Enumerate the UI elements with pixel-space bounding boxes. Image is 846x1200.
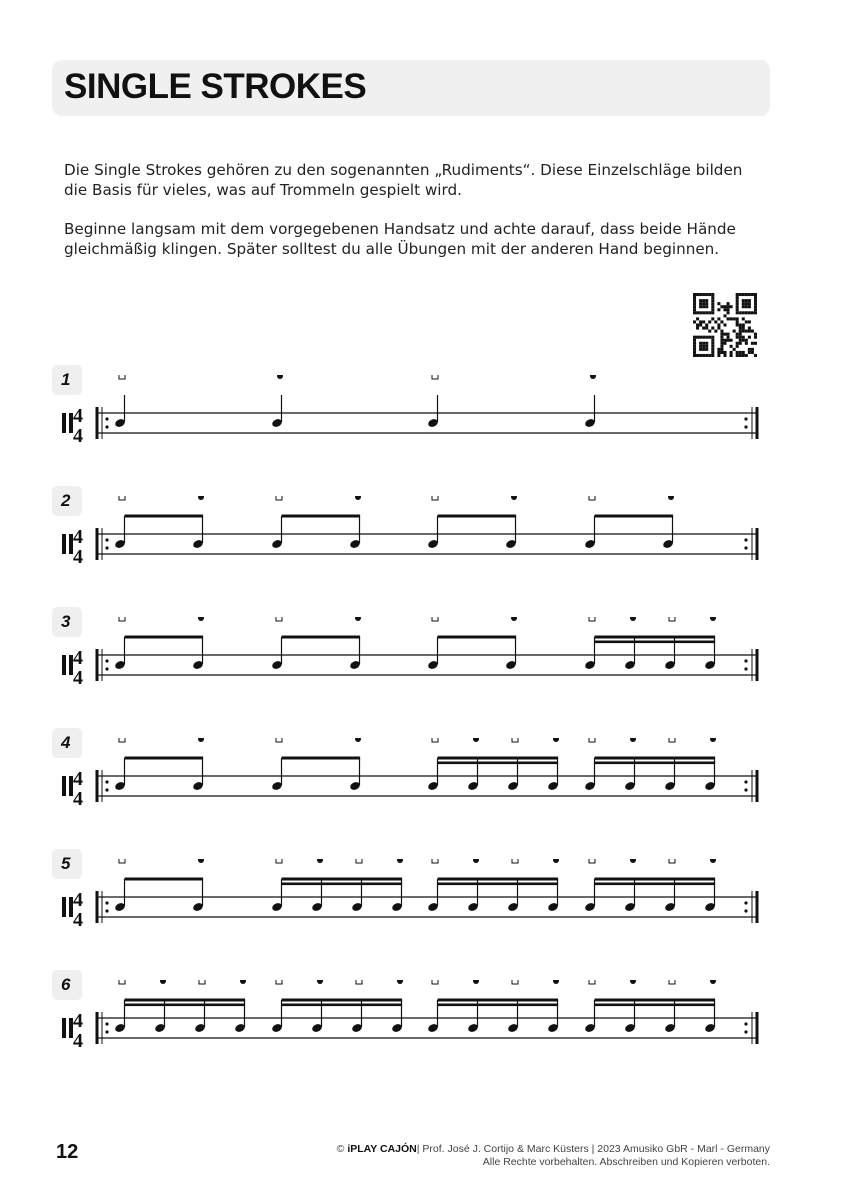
beam (438, 636, 517, 639)
notation-staff (0, 859, 846, 934)
beam (438, 878, 559, 881)
sticking-dot (511, 496, 517, 500)
svg-text:4: 4 (73, 788, 83, 810)
sticking-square (512, 980, 518, 984)
sticking-square (589, 980, 595, 984)
beam (438, 1004, 559, 1007)
beam (438, 762, 559, 765)
svg-text:4: 4 (73, 909, 83, 931)
sticking-square (356, 980, 362, 984)
sticking-dot (553, 980, 559, 984)
sticking-square (119, 375, 125, 379)
sticking-dot (198, 496, 204, 500)
sticking-dot (473, 738, 479, 742)
sticking-square (669, 980, 675, 984)
sticking-dot (710, 859, 716, 863)
sticking-square (669, 617, 675, 621)
beam (125, 878, 204, 881)
exercise-number: 6 (52, 970, 82, 1000)
sticking-dot (710, 980, 716, 984)
beam (595, 999, 716, 1002)
beam (125, 1004, 246, 1007)
sticking-dot (553, 738, 559, 742)
sticking-square (119, 859, 125, 863)
sticking-dot (473, 859, 479, 863)
beam (282, 878, 403, 881)
footer (337, 1143, 770, 1169)
beam (125, 636, 204, 639)
svg-text:4: 4 (73, 889, 83, 911)
beam (438, 883, 559, 886)
svg-text:4: 4 (73, 546, 83, 568)
intro-paragraph-2: Beginne langsam mit dem vorgegebenen Handsatz und achte darauf, dass beide Hände gleichmäßig klingen. Später solltest du alle Übungen mit der anderen Hand beginnen. (64, 220, 736, 258)
sticking-square (589, 496, 595, 500)
sticking-dot (553, 859, 559, 863)
beam (282, 883, 403, 886)
sticking-square (589, 859, 595, 863)
sticking-square (276, 980, 282, 984)
svg-text:4: 4 (73, 1030, 83, 1052)
sticking-square (432, 496, 438, 500)
sticking-dot (630, 859, 636, 863)
sticking-dot (355, 617, 361, 621)
sticking-square (119, 980, 125, 984)
footer-line-2: Alle Rechte vorbehalten. Abschreiben und Kopieren verboten. (482, 1156, 770, 1168)
sticking-square (512, 738, 518, 742)
sticking-square (276, 617, 282, 621)
sticking-dot (710, 617, 716, 621)
footer-credits: | Prof. José J. Cortijo & Marc Küsters | 2023 Amusiko GbR - Marl - Germany (416, 1143, 770, 1155)
sticking-square (589, 617, 595, 621)
beam (595, 762, 716, 765)
intro-paragraph-1: Die Single Strokes gehören zu den sogenannten „Rudiments“. Diese Einzelschläge bilden die Basis für vieles, was auf Trommeln gespielt wird. (64, 161, 743, 199)
sticking-square (432, 617, 438, 621)
sticking-dot (240, 980, 246, 984)
sticking-square (119, 617, 125, 621)
beam (595, 1004, 716, 1007)
exercise-number: 5 (52, 849, 82, 879)
sticking-dot (198, 617, 204, 621)
beam (595, 757, 716, 760)
beam (125, 757, 204, 760)
beam (282, 999, 403, 1002)
sticking-dot (710, 738, 716, 742)
sticking-square (432, 980, 438, 984)
sticking-dot (317, 859, 323, 863)
svg-text:4: 4 (73, 1010, 83, 1032)
beam (595, 878, 716, 881)
exercise-number: 4 (52, 728, 82, 758)
notation-staff (0, 617, 846, 692)
exercise-number: 3 (52, 607, 82, 637)
sticking-square (432, 738, 438, 742)
exercise-number: 2 (52, 486, 82, 516)
sticking-square (199, 980, 205, 984)
beam (438, 515, 517, 518)
sticking-dot (160, 980, 166, 984)
sticking-square (669, 859, 675, 863)
notation-staff (0, 738, 846, 813)
notation-staff (0, 496, 846, 571)
sticking-dot (397, 980, 403, 984)
beam (595, 636, 716, 639)
sticking-dot (277, 375, 283, 379)
beam (438, 999, 559, 1002)
sticking-square (119, 496, 125, 500)
sticking-dot (397, 859, 403, 863)
sticking-dot (473, 980, 479, 984)
sticking-dot (355, 738, 361, 742)
sticking-square (276, 496, 282, 500)
svg-text:4: 4 (73, 405, 83, 427)
sticking-dot (317, 980, 323, 984)
sticking-dot (630, 980, 636, 984)
notation-staff (0, 375, 846, 450)
sticking-dot (630, 617, 636, 621)
notation-staff (0, 980, 846, 1055)
beam (282, 636, 361, 639)
svg-text:4: 4 (73, 647, 83, 669)
sticking-dot (668, 496, 674, 500)
footer-line-1 (337, 1143, 770, 1156)
title-bar (52, 60, 770, 116)
beam (125, 515, 204, 518)
beam (282, 515, 361, 518)
beam (282, 1004, 403, 1007)
beam (438, 757, 559, 760)
svg-text:4: 4 (73, 667, 83, 689)
sticking-square (589, 738, 595, 742)
sticking-square (432, 375, 438, 379)
sticking-dot (198, 738, 204, 742)
beam (125, 999, 246, 1002)
qr-code-icon[interactable] (693, 293, 757, 357)
sticking-square (119, 738, 125, 742)
sticking-dot (590, 375, 596, 379)
beam (282, 757, 361, 760)
sticking-dot (511, 617, 517, 621)
sticking-square (356, 859, 362, 863)
sticking-dot (198, 859, 204, 863)
svg-text:4: 4 (73, 425, 83, 447)
copyright-symbol: © (336, 1143, 345, 1155)
sticking-dot (630, 738, 636, 742)
beam (595, 515, 674, 518)
sticking-square (669, 738, 675, 742)
beam (595, 641, 716, 644)
svg-text:4: 4 (73, 768, 83, 790)
sticking-square (276, 738, 282, 742)
svg-text:4: 4 (73, 526, 83, 548)
beam (595, 883, 716, 886)
page-number: 12 (56, 1141, 79, 1163)
sticking-dot (355, 496, 361, 500)
sticking-square (276, 859, 282, 863)
sticking-square (432, 859, 438, 863)
exercise-number: 1 (52, 365, 82, 395)
sticking-square (512, 859, 518, 863)
page-title: SINGLE STROKES (64, 67, 367, 106)
brand-name: iPLAY CAJÓN (347, 1143, 417, 1155)
